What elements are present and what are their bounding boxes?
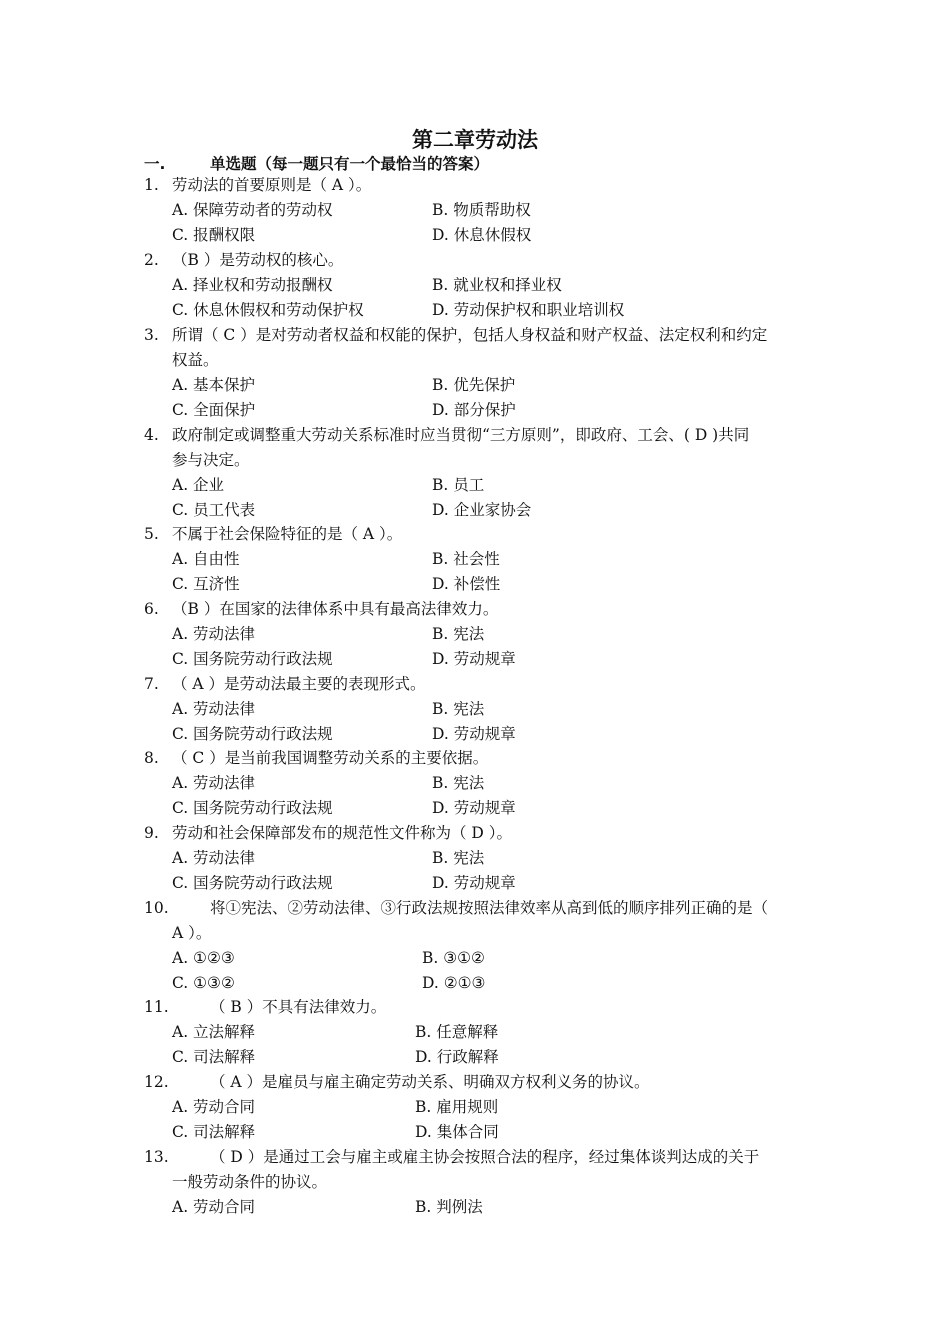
option-b: B. 社会性: [432, 550, 500, 568]
option-c: C. 国务院劳动行政法规: [172, 874, 333, 892]
option-d: D. 集体合同: [415, 1123, 499, 1141]
option-c: C. 司法解释: [172, 1048, 256, 1066]
option-b: B. 任意解释: [415, 1023, 499, 1041]
question-stem: 将①宪法、②劳动法律、③行政法规按照法律效率从高到低的顺序排列正确的是（: [210, 899, 769, 917]
option-c: C. 国务院劳动行政法规: [172, 725, 333, 743]
option-b: B. 判例法: [415, 1198, 483, 1216]
question-number: 8.: [144, 749, 159, 767]
question-number: 11.: [144, 998, 169, 1016]
question-3: [144, 323, 814, 423]
page-title: 第二章劳动法: [412, 128, 538, 152]
question-stem-continued: A ）。: [172, 924, 212, 942]
question-stem: （B ）在国家的法律体系中具有最高法律效力。: [172, 600, 499, 618]
section-heading: [144, 152, 489, 174]
question-stem: 劳动法的首要原则是（ A ）。: [172, 176, 372, 194]
option-a: A. 劳动法律: [172, 849, 256, 867]
option-b: B. 宪法: [432, 774, 485, 792]
question-stem: 所谓（ C ）是对劳动者权益和权能的保护，包括人身权益和财产权益、法定权利和约定: [172, 326, 768, 344]
option-c: C. 互济性: [172, 575, 240, 593]
option-c: C. 全面保护: [172, 401, 256, 419]
question-stem: （ A ）是劳动法最主要的表现形式。: [172, 675, 426, 693]
question-9: [144, 821, 814, 896]
question-stem: 政府制定或调整重大劳动关系标准时应当贯彻“三方原则”，即政府、工会、( D )共同: [172, 426, 750, 444]
section-text: 单选题（每一题只有一个最恰当的答案）: [210, 155, 490, 173]
question-number: 3.: [144, 326, 159, 344]
option-d: D. 劳动规章: [432, 799, 516, 817]
option-a: A. 企业: [172, 476, 225, 494]
question-number: 5.: [144, 525, 159, 543]
option-a: A. 劳动合同: [172, 1098, 256, 1116]
question-stem: （B ）是劳动权的核心。: [172, 251, 344, 269]
option-d: D. 劳动规章: [432, 650, 516, 668]
option-d: D. 劳动规章: [432, 874, 516, 892]
option-c: C. 司法解释: [172, 1123, 256, 1141]
section-number: 一.: [144, 155, 166, 173]
question-stem: 劳动和社会保障部发布的规范性文件称为（ D ）。: [172, 824, 513, 842]
option-a: A. 保障劳动者的劳动权: [172, 201, 333, 219]
question-4: [144, 423, 814, 523]
question-number: 9.: [144, 824, 159, 842]
question-number: 1.: [144, 176, 159, 194]
question-1: [144, 173, 814, 248]
question-5: [144, 522, 814, 597]
option-a: A. 劳动法律: [172, 625, 256, 643]
question-7: [144, 672, 814, 747]
question-11: [144, 995, 814, 1070]
question-number: 4.: [144, 426, 159, 444]
question-number: 6.: [144, 600, 159, 618]
question-10: [144, 896, 814, 996]
option-d: D. 行政解释: [415, 1048, 499, 1066]
option-a: A. 自由性: [172, 550, 240, 568]
option-a: A. 劳动合同: [172, 1198, 256, 1216]
option-a: A. 立法解释: [172, 1023, 256, 1041]
option-c: C. 报酬权限: [172, 226, 256, 244]
question-stem: （ D ）是通过工会与雇主或雇主协会按照合法的程序，经过集体谈判达成的关于: [210, 1148, 760, 1166]
question-6: [144, 597, 814, 672]
option-c: C. 休息休假权和劳动保护权: [172, 301, 364, 319]
option-b: B. 优先保护: [432, 376, 516, 394]
question-stem-continued: 一般劳动条件的协议。: [172, 1173, 328, 1191]
question-stem-continued: 参与决定。: [172, 451, 250, 469]
option-a: A. 劳动法律: [172, 700, 256, 718]
option-d: D. 补偿性: [432, 575, 501, 593]
option-b: B. 宪法: [432, 849, 485, 867]
option-a: A. 基本保护: [172, 376, 256, 394]
option-b: B. 物质帮助权: [432, 201, 531, 219]
question-number: 2.: [144, 251, 159, 269]
option-d: D. 部分保护: [432, 401, 516, 419]
question-8: [144, 746, 814, 821]
option-d: D. ②①③: [422, 974, 486, 992]
option-d: D. 企业家协会: [432, 501, 532, 519]
question-number: 10.: [144, 899, 169, 917]
option-a: A. 劳动法律: [172, 774, 256, 792]
question-12: [144, 1070, 814, 1145]
question-stem: （ C ）是当前我国调整劳动关系的主要依据。: [172, 749, 489, 767]
question-stem: （ A ）是雇员与雇主确定劳动关系、明确双方权利义务的协议。: [210, 1073, 650, 1091]
option-b: B. 就业权和择业权: [432, 276, 562, 294]
option-b: B. 员工: [432, 476, 485, 494]
option-b: B. 宪法: [432, 700, 485, 718]
option-d: D. 劳动保护权和职业培训权: [432, 301, 625, 319]
question-stem: （ B ）不具有法律效力。: [210, 998, 387, 1016]
option-c: C. ①③②: [172, 974, 235, 992]
question-2: [144, 248, 814, 323]
option-c: C. 国务院劳动行政法规: [172, 650, 333, 668]
option-b: B. ③①②: [422, 949, 485, 967]
option-c: C. 国务院劳动行政法规: [172, 799, 333, 817]
question-stem-continued: 权益。: [172, 351, 219, 369]
option-a: A. 择业权和劳动报酬权: [172, 276, 333, 294]
option-b: B. 宪法: [432, 625, 485, 643]
option-b: B. 雇用规则: [415, 1098, 499, 1116]
question-number: 13.: [144, 1148, 169, 1166]
question-number: 7.: [144, 675, 159, 693]
option-d: D. 休息休假权: [432, 226, 532, 244]
question-13: [144, 1145, 814, 1220]
option-c: C. 员工代表: [172, 501, 256, 519]
option-a: A. ①②③: [172, 949, 235, 967]
option-d: D. 劳动规章: [432, 725, 516, 743]
question-number: 12.: [144, 1073, 169, 1091]
question-stem: 不属于社会保险特征的是（ A ）。: [172, 525, 403, 543]
